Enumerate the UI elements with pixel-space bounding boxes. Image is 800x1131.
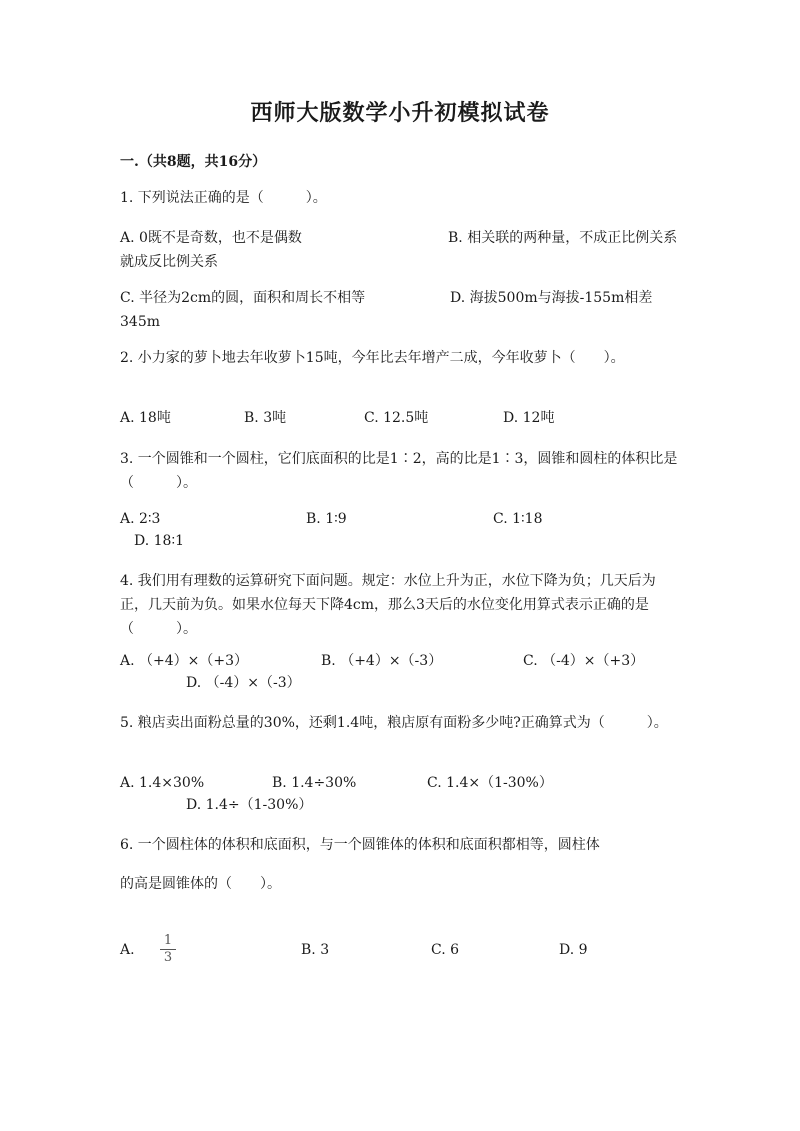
fraction-numerator: 1 bbox=[163, 933, 173, 948]
question-6-option-a: A. bbox=[120, 942, 135, 958]
question-3-option-c: C. 1∶18 bbox=[493, 511, 543, 527]
question-4-option-c: C. （-4）×（+3） bbox=[523, 653, 645, 669]
question-4-option-d: D. （-4）×（-3） bbox=[186, 675, 301, 691]
question-5-option-c: C. 1.4×（1-30%） bbox=[427, 775, 553, 791]
question-3-option-b: B. 1∶9 bbox=[306, 511, 347, 527]
question-6-option-c: C. 6 bbox=[431, 942, 460, 958]
question-4-option-a: A. （+4）×（+3） bbox=[120, 653, 249, 669]
question-1-option-d: D. 海拔500m与海拔-155m相差345m bbox=[120, 290, 653, 330]
question-6-stem-line-1: 6. 一个圆柱体的体积和底面积，与一个圆锥体的体积和底面积都相等，圆柱体 bbox=[120, 837, 600, 853]
question-2-option-b: B. 3吨 bbox=[244, 410, 287, 426]
question-6-option-b: B. 3 bbox=[301, 942, 330, 958]
question-6-stem-line-2: 的高是圆锥体的（ ）。 bbox=[120, 876, 281, 892]
fraction-one-third bbox=[160, 934, 176, 965]
question-3-stem: 3. 一个圆锥和一个圆柱，它们底面积的比是1∶2，高的比是1∶3，圆锥和圆柱的体积比是（ ）。 bbox=[120, 451, 678, 491]
question-2-option-a: A. 18吨 bbox=[120, 410, 171, 426]
question-1-option-b: B. 相关联的两种量，不成正比例关系就成反比例关系 bbox=[120, 230, 678, 270]
question-2-option-d: D. 12吨 bbox=[503, 410, 555, 426]
question-1-stem: 1. 下列说法正确的是（ ）。 bbox=[120, 190, 327, 206]
page-title: 西师大版数学小升初模拟试卷 bbox=[250, 100, 550, 126]
question-3-option-a: A. 2∶3 bbox=[120, 511, 161, 527]
question-5-stem: 5. 粮店卖出面粉总量的30%，还剩1.4吨，粮店原有面粉多少吨?正确算式为（ ）。 bbox=[120, 715, 668, 731]
question-5-option-b: B. 1.4÷30% bbox=[272, 775, 357, 791]
fraction-denominator: 3 bbox=[163, 950, 173, 965]
question-1-option-a: A. 0既不是奇数，也不是偶数 bbox=[120, 230, 302, 246]
question-3-option-d: D. 18∶1 bbox=[134, 533, 184, 549]
question-2-option-c: C. 12.5吨 bbox=[364, 410, 429, 426]
question-4-option-b: B. （+4）×（-3） bbox=[321, 653, 443, 669]
question-2-stem: 2. 小力家的萝卜地去年收萝卜15吨，今年比去年增产二成，今年收萝卜（ ）。 bbox=[120, 350, 625, 366]
question-5-option-a: A. 1.4×30% bbox=[120, 775, 205, 791]
section-heading: 一.（共8题，共16分） bbox=[120, 154, 267, 170]
question-5-option-d: D. 1.4÷（1-30%） bbox=[186, 797, 313, 813]
question-4-stem: 4. 我们用有理数的运算研究下面问题。规定：水位上升为正，水位下降为负；几天后为正，几天前为负。如果水位每天下降4cm，那么3天后的水位变化用算式表示正确的是（ ）。 bbox=[120, 573, 656, 637]
question-1-option-c: C. 半径为2cm的圆，面积和周长不相等 bbox=[120, 290, 366, 306]
question-6-option-d: D. 9 bbox=[559, 942, 588, 958]
